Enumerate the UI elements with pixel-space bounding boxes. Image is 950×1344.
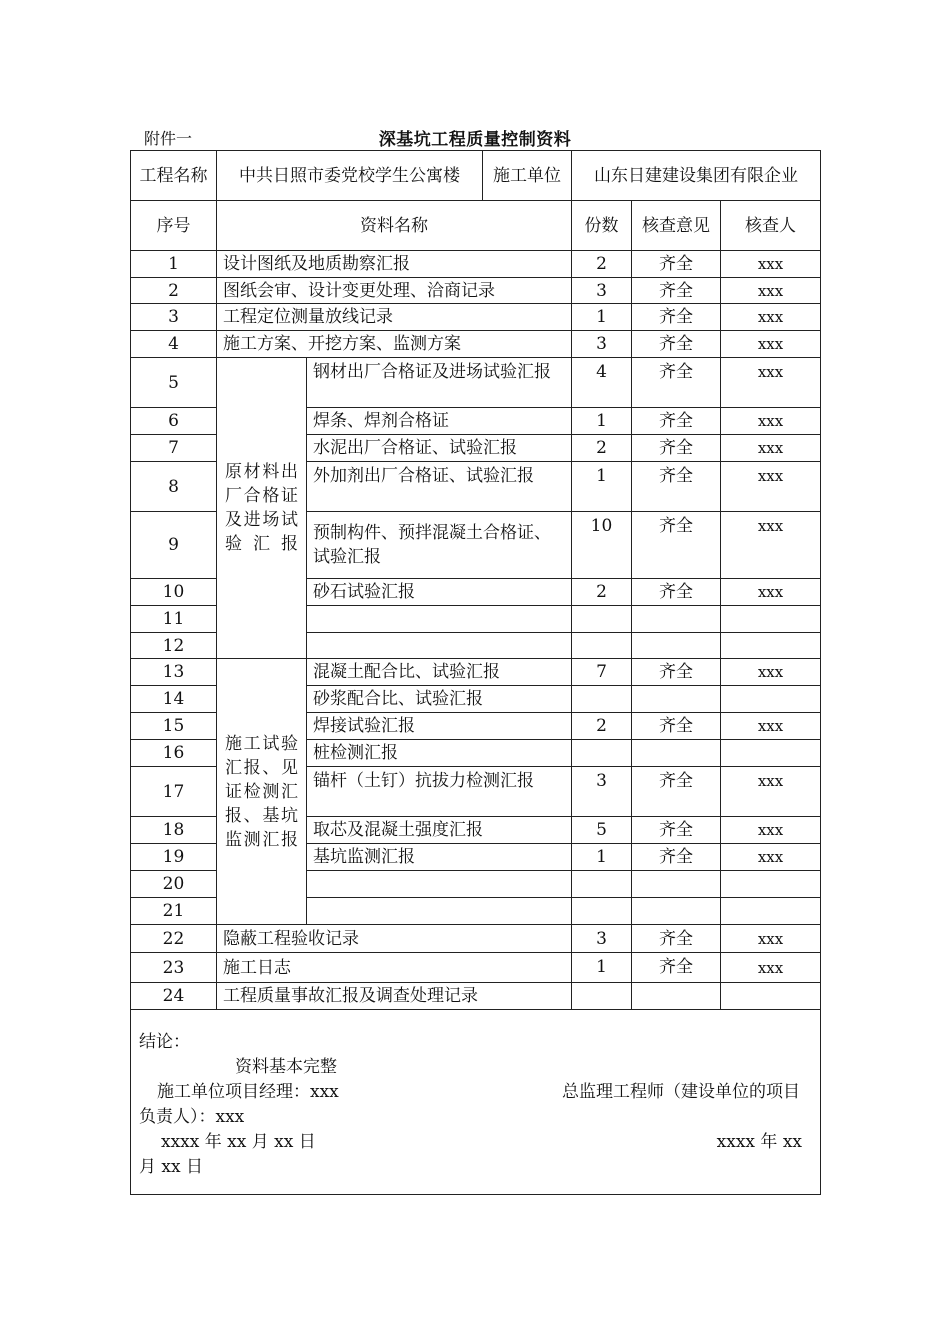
row-doc-name: 隐蔽工程验收记录 bbox=[217, 925, 572, 953]
table-row bbox=[131, 304, 821, 331]
row-opinion: 齐全 bbox=[632, 713, 721, 740]
construction-unit-label: 施工单位 bbox=[483, 151, 572, 201]
row-opinion: 齐全 bbox=[632, 925, 721, 953]
conclusion-text: 资料基本完整 bbox=[235, 1057, 337, 1077]
row-no: 20 bbox=[131, 871, 217, 898]
row-no: 10 bbox=[131, 579, 217, 606]
row-doc-name: 预制构件、预拌混凝土合格证、试验汇报 bbox=[307, 512, 572, 579]
row-checker bbox=[721, 983, 821, 1010]
row-checker bbox=[721, 633, 821, 659]
row-no: 9 bbox=[131, 512, 217, 579]
row-opinion bbox=[632, 898, 721, 925]
table-row bbox=[131, 983, 821, 1010]
row-copies bbox=[572, 983, 632, 1010]
row-no: 5 bbox=[131, 358, 217, 408]
row-opinion: 齐全 bbox=[632, 844, 721, 871]
row-doc-name: 图纸会审、设计变更处理、洽商记录 bbox=[217, 278, 572, 304]
row-no: 21 bbox=[131, 898, 217, 925]
row-no: 11 bbox=[131, 606, 217, 633]
row-copies: 3 bbox=[572, 925, 632, 953]
row-opinion bbox=[632, 606, 721, 633]
group-label-materials: 原材料出厂合格证及进场试验汇报 bbox=[217, 358, 307, 659]
row-no: 16 bbox=[131, 740, 217, 767]
row-no: 2 bbox=[131, 278, 217, 304]
row-doc-name: 外加剂出厂合格证、试验汇报 bbox=[307, 462, 572, 512]
row-doc-name: 设计图纸及地质勘察汇报 bbox=[217, 251, 572, 278]
row-checker: xxx bbox=[721, 953, 821, 983]
row-doc-name: 施工日志 bbox=[217, 953, 572, 983]
row-no: 3 bbox=[131, 304, 217, 331]
row-opinion bbox=[632, 686, 721, 713]
table-row bbox=[131, 251, 821, 278]
row-checker: xxx bbox=[721, 304, 821, 331]
row-opinion bbox=[632, 983, 721, 1010]
row-doc-name: 焊条、焊剂合格证 bbox=[307, 408, 572, 435]
date-right-cont: 月 xx 日 bbox=[139, 1157, 203, 1177]
row-opinion: 齐全 bbox=[632, 278, 721, 304]
row-checker bbox=[721, 898, 821, 925]
row-copies: 7 bbox=[572, 659, 632, 686]
row-copies bbox=[572, 606, 632, 633]
table-row bbox=[131, 925, 821, 953]
row-doc-name bbox=[307, 606, 572, 633]
table-row bbox=[131, 331, 821, 358]
row-doc-name: 锚杆（土钉）抗拔力检测汇报 bbox=[307, 767, 572, 817]
row-copies: 2 bbox=[572, 435, 632, 462]
row-checker: xxx bbox=[721, 435, 821, 462]
row-opinion: 齐全 bbox=[632, 659, 721, 686]
table-row bbox=[131, 659, 821, 686]
row-no: 22 bbox=[131, 925, 217, 953]
row-checker: xxx bbox=[721, 713, 821, 740]
row-checker: xxx bbox=[721, 844, 821, 871]
table-row bbox=[131, 953, 821, 983]
row-doc-name: 工程质量事故汇报及调查处理记录 bbox=[217, 983, 572, 1010]
row-doc-name: 桩检测汇报 bbox=[307, 740, 572, 767]
row-doc-name bbox=[307, 633, 572, 659]
row-copies: 1 bbox=[572, 953, 632, 983]
col-header-copies: 份数 bbox=[572, 201, 632, 251]
row-checker: xxx bbox=[721, 817, 821, 844]
row-copies: 3 bbox=[572, 767, 632, 817]
row-no: 24 bbox=[131, 983, 217, 1010]
conclusion-row bbox=[131, 1010, 821, 1195]
row-checker: xxx bbox=[721, 462, 821, 512]
row-checker bbox=[721, 871, 821, 898]
row-opinion: 齐全 bbox=[632, 953, 721, 983]
row-checker: xxx bbox=[721, 512, 821, 579]
row-checker: xxx bbox=[721, 925, 821, 953]
row-opinion: 齐全 bbox=[632, 767, 721, 817]
row-checker: xxx bbox=[721, 659, 821, 686]
row-doc-name: 基坑监测汇报 bbox=[307, 844, 572, 871]
project-info-row bbox=[131, 151, 821, 201]
row-no: 23 bbox=[131, 953, 217, 983]
project-name-label: 工程名称 bbox=[131, 151, 217, 201]
project-name-value: 中共日照市委党校学生公寓楼 bbox=[217, 151, 483, 201]
table-row bbox=[131, 278, 821, 304]
row-opinion: 齐全 bbox=[632, 251, 721, 278]
row-doc-name: 取芯及混凝土强度汇报 bbox=[307, 817, 572, 844]
attachment-label: 附件一 bbox=[144, 129, 193, 148]
signature-line bbox=[139, 1080, 812, 1105]
row-copies: 1 bbox=[572, 408, 632, 435]
row-doc-name: 水泥出厂合格证、试验汇报 bbox=[307, 435, 572, 462]
quality-control-table bbox=[130, 150, 821, 1195]
chief-supervisor-signature: 总监理工程师（建设单位的项目 bbox=[562, 1082, 801, 1102]
construction-unit-value: 山东日建建设集团有限企业 bbox=[572, 151, 821, 201]
row-doc-name: 钢材出厂合格证及进场试验汇报 bbox=[307, 358, 572, 408]
row-no: 6 bbox=[131, 408, 217, 435]
row-checker: xxx bbox=[721, 408, 821, 435]
row-no: 4 bbox=[131, 331, 217, 358]
row-checker: xxx bbox=[721, 251, 821, 278]
project-manager-signature: 施工单位项目经理：xxx bbox=[157, 1082, 339, 1102]
row-checker: xxx bbox=[721, 278, 821, 304]
row-copies bbox=[572, 898, 632, 925]
page-header bbox=[130, 124, 820, 150]
col-header-checker: 核查人 bbox=[721, 201, 821, 251]
row-doc-name: 施工方案、开挖方案、监测方案 bbox=[217, 331, 572, 358]
date-line bbox=[139, 1130, 812, 1155]
row-no: 19 bbox=[131, 844, 217, 871]
row-checker: xxx bbox=[721, 358, 821, 408]
row-no: 15 bbox=[131, 713, 217, 740]
row-checker: xxx bbox=[721, 579, 821, 606]
col-header-no: 序号 bbox=[131, 201, 217, 251]
row-doc-name: 工程定位测量放线记录 bbox=[217, 304, 572, 331]
row-copies: 1 bbox=[572, 304, 632, 331]
row-opinion: 齐全 bbox=[632, 358, 721, 408]
column-header-row bbox=[131, 201, 821, 251]
row-opinion: 齐全 bbox=[632, 408, 721, 435]
row-no: 18 bbox=[131, 817, 217, 844]
row-opinion: 齐全 bbox=[632, 512, 721, 579]
row-checker bbox=[721, 740, 821, 767]
row-checker: xxx bbox=[721, 331, 821, 358]
row-no: 13 bbox=[131, 659, 217, 686]
row-copies: 5 bbox=[572, 817, 632, 844]
row-copies: 1 bbox=[572, 844, 632, 871]
row-doc-name: 砂浆配合比、试验汇报 bbox=[307, 686, 572, 713]
row-no: 7 bbox=[131, 435, 217, 462]
row-no: 14 bbox=[131, 686, 217, 713]
row-copies bbox=[572, 633, 632, 659]
date-right: xxxx 年 xx bbox=[716, 1132, 803, 1152]
row-copies: 10 bbox=[572, 512, 632, 579]
col-header-opinion: 核查意见 bbox=[632, 201, 721, 251]
row-copies bbox=[572, 871, 632, 898]
row-opinion: 齐全 bbox=[632, 579, 721, 606]
row-checker bbox=[721, 686, 821, 713]
row-opinion bbox=[632, 633, 721, 659]
row-copies: 4 bbox=[572, 358, 632, 408]
row-opinion: 齐全 bbox=[632, 331, 721, 358]
row-opinion bbox=[632, 871, 721, 898]
row-opinion: 齐全 bbox=[632, 462, 721, 512]
conclusion-cell bbox=[131, 1010, 821, 1195]
conclusion-label: 结论： bbox=[139, 1032, 190, 1052]
row-no: 12 bbox=[131, 633, 217, 659]
date-left: xxxx 年 xx 月 xx 日 bbox=[161, 1132, 316, 1152]
row-doc-name: 砂石试验汇报 bbox=[307, 579, 572, 606]
row-copies: 3 bbox=[572, 331, 632, 358]
row-doc-name: 焊接试验汇报 bbox=[307, 713, 572, 740]
row-copies: 2 bbox=[572, 579, 632, 606]
col-header-doc-name: 资料名称 bbox=[217, 201, 572, 251]
row-doc-name bbox=[307, 898, 572, 925]
row-checker bbox=[721, 606, 821, 633]
chief-supervisor-signature-cont: 负责人）：xxx bbox=[139, 1107, 245, 1127]
row-opinion: 齐全 bbox=[632, 817, 721, 844]
row-copies: 3 bbox=[572, 278, 632, 304]
row-doc-name bbox=[307, 871, 572, 898]
row-copies: 2 bbox=[572, 251, 632, 278]
row-checker: xxx bbox=[721, 767, 821, 817]
row-copies bbox=[572, 686, 632, 713]
table-row bbox=[131, 358, 821, 408]
row-opinion bbox=[632, 740, 721, 767]
row-no: 8 bbox=[131, 462, 217, 512]
row-no: 17 bbox=[131, 767, 217, 817]
row-opinion: 齐全 bbox=[632, 304, 721, 331]
group-label-tests: 施工试验汇报、见证检测汇报、基坑监测汇报 bbox=[217, 659, 307, 925]
row-copies: 1 bbox=[572, 462, 632, 512]
row-no: 1 bbox=[131, 251, 217, 278]
row-doc-name: 混凝土配合比、试验汇报 bbox=[307, 659, 572, 686]
document-title: 深基坑工程质量控制资料 bbox=[378, 130, 572, 150]
row-copies bbox=[572, 740, 632, 767]
row-opinion: 齐全 bbox=[632, 435, 721, 462]
row-copies: 2 bbox=[572, 713, 632, 740]
